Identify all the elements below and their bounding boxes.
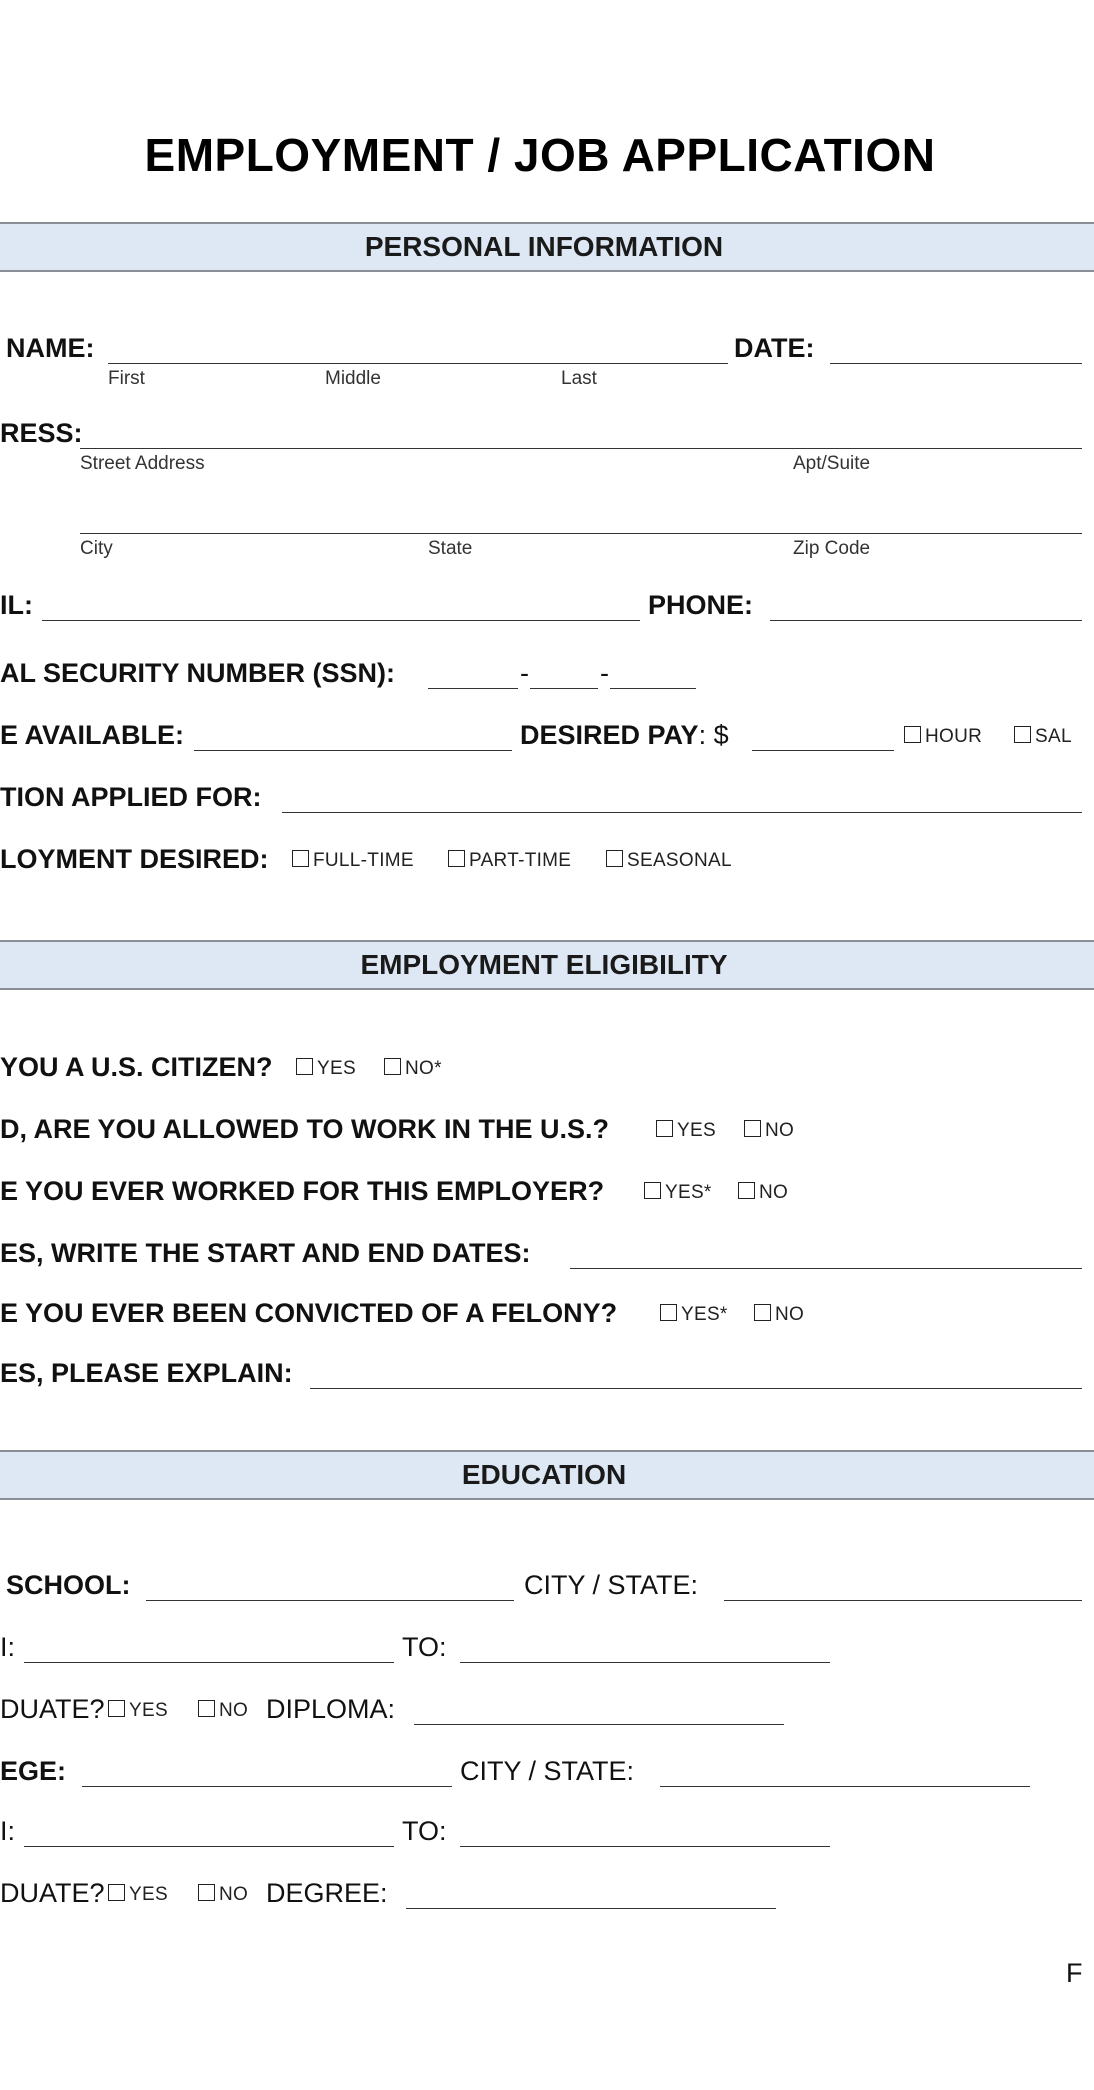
checkbox-icon[interactable] bbox=[644, 1182, 661, 1199]
explain-field[interactable] bbox=[310, 1388, 1082, 1389]
address-sub-street: Street Address bbox=[80, 453, 205, 474]
page-title: EMPLOYMENT / JOB APPLICATION bbox=[144, 129, 936, 181]
checkbox-icon[interactable] bbox=[198, 1700, 215, 1717]
hs-from-field[interactable] bbox=[24, 1662, 394, 1663]
college-city-state-field[interactable] bbox=[660, 1786, 1030, 1787]
desired-pay-label: DESIRED PAY: $ bbox=[520, 720, 729, 750]
explain-question: ES, PLEASE EXPLAIN: bbox=[0, 1358, 293, 1388]
date-label: DATE: bbox=[734, 333, 815, 363]
street-address-field[interactable] bbox=[80, 448, 1082, 449]
address-sub-zip: Zip Code bbox=[793, 538, 871, 559]
section-header-personal: PERSONAL INFORMATION bbox=[0, 222, 1094, 272]
checkbox-icon[interactable] bbox=[606, 850, 623, 867]
college-from-field[interactable] bbox=[24, 1846, 394, 1847]
citizen-yes-option[interactable]: YES bbox=[296, 1058, 356, 1080]
position-applied-field[interactable] bbox=[282, 812, 1082, 813]
college-to-field[interactable] bbox=[460, 1846, 830, 1847]
employment-full-time-option[interactable]: FULL-TIME bbox=[292, 850, 414, 872]
felony-yes-option[interactable]: YES* bbox=[660, 1304, 728, 1326]
address-label: RESS: bbox=[0, 418, 83, 448]
diploma-label: DIPLOMA: bbox=[266, 1694, 396, 1724]
desired-pay-field[interactable] bbox=[752, 750, 894, 751]
checkbox-icon[interactable] bbox=[108, 1700, 125, 1717]
ssn-field-1[interactable] bbox=[428, 688, 518, 689]
name-sub-middle: Middle bbox=[325, 368, 381, 389]
pay-hour-option[interactable]: HOUR bbox=[904, 726, 982, 748]
address-sub-city: City bbox=[80, 538, 113, 559]
college-from-label: I: bbox=[0, 1816, 16, 1846]
position-applied-label: TION APPLIED FOR: bbox=[0, 782, 262, 812]
phone-label: PHONE: bbox=[648, 590, 754, 620]
college-field[interactable] bbox=[82, 1786, 452, 1787]
hs-graduate-label: DUATE? bbox=[0, 1694, 105, 1724]
diploma-field[interactable] bbox=[414, 1724, 784, 1725]
work-allowed-no-option[interactable]: NO bbox=[744, 1120, 794, 1142]
employment-part-time-option[interactable]: PART-TIME bbox=[448, 850, 571, 872]
checkbox-icon[interactable] bbox=[1014, 726, 1031, 743]
degree-label: DEGREE: bbox=[266, 1878, 388, 1908]
citizen-no-option[interactable]: NO* bbox=[384, 1058, 442, 1080]
work-allowed-yes-option[interactable]: YES bbox=[656, 1120, 716, 1142]
hs-graduate-yes-option[interactable]: YES bbox=[108, 1700, 168, 1722]
date-available-label: E AVAILABLE: bbox=[0, 720, 184, 750]
college-city-state-label: CITY / STATE: bbox=[460, 1756, 635, 1786]
high-school-label: SCHOOL: bbox=[6, 1570, 131, 1600]
worked-before-no-option[interactable]: NO bbox=[738, 1182, 788, 1204]
hs-from-label: I: bbox=[0, 1632, 16, 1662]
date-field[interactable] bbox=[830, 363, 1082, 364]
checkbox-icon[interactable] bbox=[198, 1884, 215, 1901]
name-sub-first: First bbox=[108, 368, 145, 389]
city-state-zip-field[interactable] bbox=[80, 533, 1082, 534]
employment-seasonal-option[interactable]: SEASONAL bbox=[606, 850, 732, 872]
checkbox-icon[interactable] bbox=[448, 850, 465, 867]
employment-desired-label: LOYMENT DESIRED: bbox=[0, 844, 269, 874]
checkbox-icon[interactable] bbox=[904, 726, 921, 743]
college-graduate-yes-option[interactable]: YES bbox=[108, 1884, 168, 1906]
name-label: NAME: bbox=[6, 333, 95, 363]
hs-city-state-label: CITY / STATE: bbox=[524, 1570, 699, 1600]
citizen-question: YOU A U.S. CITIZEN? bbox=[0, 1052, 273, 1082]
address-sub-apt: Apt/Suite bbox=[793, 453, 871, 474]
felony-no-option[interactable]: NO bbox=[754, 1304, 804, 1326]
phone-field[interactable] bbox=[770, 620, 1082, 621]
checkbox-icon[interactable] bbox=[744, 1120, 761, 1137]
checkbox-icon[interactable] bbox=[292, 850, 309, 867]
checkbox-icon[interactable] bbox=[660, 1304, 677, 1321]
name-field[interactable] bbox=[108, 363, 728, 364]
section-header-education: EDUCATION bbox=[0, 1450, 1094, 1500]
checkbox-icon[interactable] bbox=[384, 1058, 401, 1075]
address-sub-state: State bbox=[428, 538, 473, 559]
college-to-label: TO: bbox=[402, 1816, 447, 1846]
checkbox-icon[interactable] bbox=[296, 1058, 313, 1075]
checkbox-icon[interactable] bbox=[738, 1182, 755, 1199]
college-graduate-label: DUATE? bbox=[0, 1878, 105, 1908]
felony-question: E YOU EVER BEEN CONVICTED OF A FELONY? bbox=[0, 1298, 618, 1328]
hs-to-label: TO: bbox=[402, 1632, 447, 1662]
worked-before-question: E YOU EVER WORKED FOR THIS EMPLOYER? bbox=[0, 1176, 605, 1206]
ssn-field-2[interactable] bbox=[530, 688, 598, 689]
footer-page-mark: F bbox=[1066, 1958, 1083, 1988]
college-graduate-no-option[interactable]: NO bbox=[198, 1884, 248, 1906]
name-sub-last: Last bbox=[561, 368, 597, 389]
checkbox-icon[interactable] bbox=[656, 1120, 673, 1137]
section-header-eligibility: EMPLOYMENT ELIGIBILITY bbox=[0, 940, 1094, 990]
worked-before-yes-option[interactable]: YES* bbox=[644, 1182, 712, 1204]
pay-salary-option[interactable]: SAL bbox=[1014, 726, 1072, 748]
email-label: IL: bbox=[0, 590, 33, 620]
start-end-dates-field[interactable] bbox=[570, 1268, 1082, 1269]
degree-field[interactable] bbox=[406, 1908, 776, 1909]
dates-question: ES, WRITE THE START AND END DATES: bbox=[0, 1238, 531, 1268]
hs-city-state-field[interactable] bbox=[724, 1600, 1082, 1601]
email-field[interactable] bbox=[42, 620, 640, 621]
college-label: EGE: bbox=[0, 1756, 67, 1786]
date-available-field[interactable] bbox=[194, 750, 512, 751]
work-allowed-question: D, ARE YOU ALLOWED TO WORK IN THE U.S.? bbox=[0, 1114, 610, 1144]
hs-graduate-no-option[interactable]: NO bbox=[198, 1700, 248, 1722]
high-school-field[interactable] bbox=[146, 1600, 514, 1601]
ssn-label: AL SECURITY NUMBER (SSN): bbox=[0, 658, 396, 688]
checkbox-icon[interactable] bbox=[754, 1304, 771, 1321]
ssn-field-3[interactable] bbox=[610, 688, 696, 689]
checkbox-icon[interactable] bbox=[108, 1884, 125, 1901]
hs-to-field[interactable] bbox=[460, 1662, 830, 1663]
